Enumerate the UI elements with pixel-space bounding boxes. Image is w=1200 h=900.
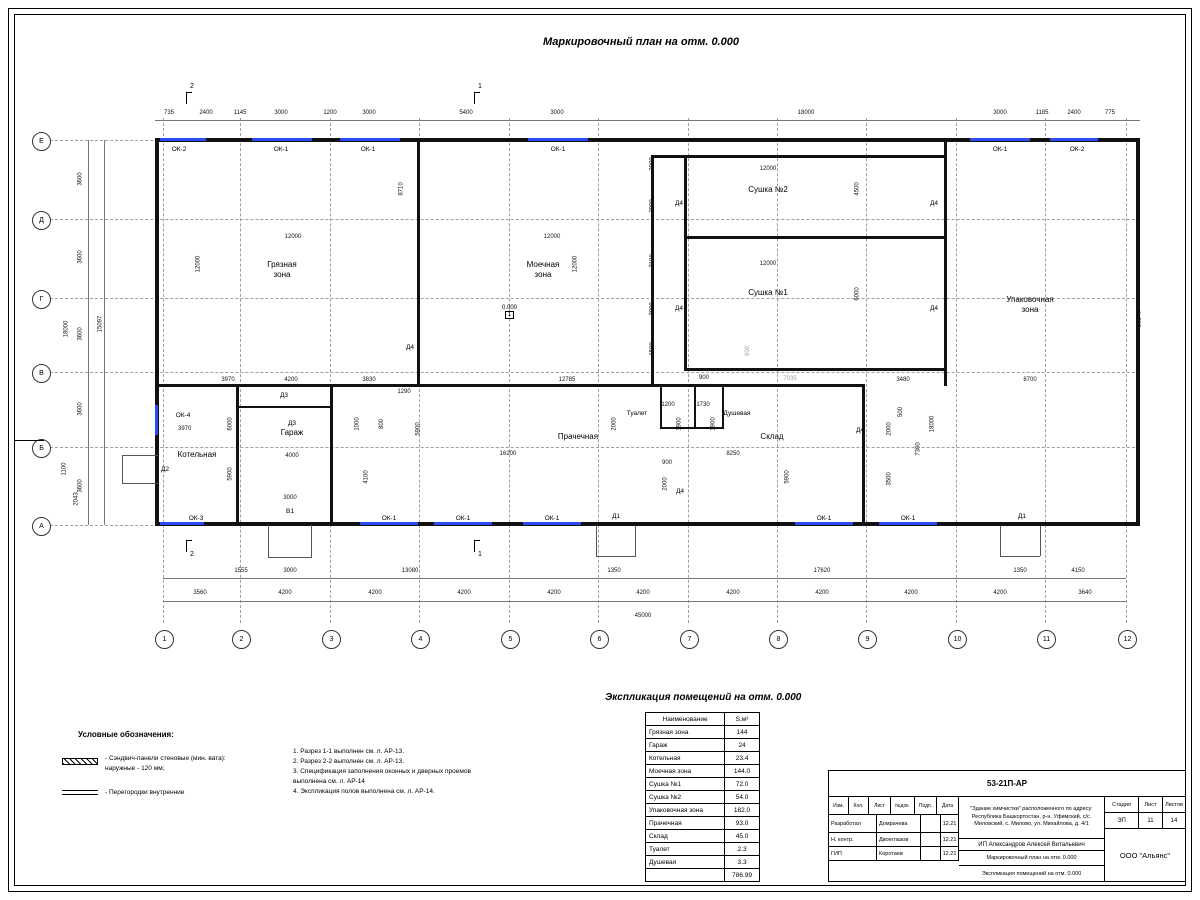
stage-value: ЭП: [1105, 813, 1139, 829]
stamp-role-2: ГИП: [829, 847, 877, 861]
company-name: ООО "Альянс": [1119, 850, 1171, 860]
note-2: 3. Спецификация заполнения оконных и дверных проемов выполнена см. л. АР-14: [293, 768, 471, 785]
room-label: Грязная зона: [267, 260, 297, 279]
lists-header: Листов: [1163, 797, 1185, 813]
stamp-role-0: Разработал: [829, 815, 877, 833]
table-row: Склад 45.0: [646, 830, 760, 843]
room-label: Сушка №2: [748, 185, 788, 194]
note-3: 4. Экспликация полов выполнена см. л. АР-14.: [293, 788, 435, 795]
table-row: Прачечная 93.0: [646, 817, 760, 830]
sheet-title-1: Экспликация помещений на отм. 0.000: [959, 866, 1105, 881]
stamp-col-izm: Изм.: [829, 797, 849, 815]
sheet-title-0: Маркировочный план на отм. 0.000: [959, 851, 1105, 866]
plan-title: Маркировочный план на отм. 0.000: [543, 36, 739, 48]
customer: ИП Александров Алексей Витальевич: [959, 839, 1105, 851]
object-description: "Здание химчистки" расположенного по адресу: Республика Башкортостан, р-н. Уфимский, с/с. Миловский, с. Милово, ул. Михайлова, д. 4/1: [959, 797, 1105, 839]
list-value: 11: [1139, 813, 1163, 829]
stamp-sign-0: [921, 815, 941, 833]
stamp-date-1: 12.21: [941, 833, 959, 847]
stamp-col-podp: Подп.: [915, 797, 937, 815]
stamp-col-ndok: №док.: [891, 797, 915, 815]
list-header: Лист: [1139, 797, 1163, 813]
legend-title: Условные обозначения:: [78, 730, 174, 739]
table-row: Душевая 3.3: [646, 856, 760, 869]
stamp-col-list: Лист: [869, 797, 891, 815]
elevation-tag: 1: [505, 311, 514, 319]
note-1: 2. Разрез 2-2 выполнен см. л. АР-13.: [293, 758, 405, 765]
room-label: Гараж: [280, 428, 304, 437]
partition-swatch: [62, 790, 98, 795]
legend-item-1: - Перегородки внутренние: [105, 789, 185, 796]
title-block: [828, 770, 1186, 882]
drawing-sheet: Маркировочный план на отм. 0.000 Грязная зона Моечная зона Сушка №2 Сушка №1 Упаковочная зона Котельная Гараж Прачечная Туалет Душевая Склад ОК-2 ОК-1 ОК-1 ОК-1 ОК-1 ОК-2 ОК-4 ОК-3 ОК-1 ОК-1 ОК-1 ОК-1 ОК-1 Д2 Д3 Д3 Д4 Д4 Д4 Д4 Д4 Д4 Д4 Д1 Д1 В1 0.000 1 2 1 2 1 1 2 3 4 5 6 7 8 9 10 11 12 Е Д Г В Б А 735 2400 1145 3000 1200 3000 5400 3000 18000 3000 1185 2400 775 1555 3000 13080 1350 17620 1350 4150 3560 4200 4200 4200 4200 4200 4200 4200 4200 4200 3640 45000 12000 12000 12000 12000 3970 4200 3830 1290 12785 900 3480 8700 4000 16200 8250 3000 900 1200 1730 7035 3600 3600 3600 3600 3600 18000 15097 1100 2043 8710 12000 12000 2000 2000 3100 2000 1600 4500 6000 18240 18000 7300 3500 500 2000 6000 5900 3970 1000 800 5900 4100 2000 1900 1900 5900 2000 900 Экспликация помещений на отм. 0.000 Наименование S,м² Грязная зона 144 Гараж 24 Котельная 23.4 Моечная зона 144.0 Сушка №1 72.0 Сушка №2 54.0 Упаковочная зона 182.0 Прачечная 93.0 Склад 45.0 Туалет 2.3 Душевая 3.3 786.99 Условные обозначения: - Сэндвич-панели стеновые (мин. вата): наружные - 120 мм; - Перегородки внутренние 1. Разрез 1-1 выполнен см. л. АР-13. 2. Разрез 2-2 выполнен см. л. АР-13. 3. Спецификация заполнения оконных и дверных проемов выполнена см. л. АР-14 4. Экспликация полов выполнена см. л. АР-14. 53-21П-АР Изм. Кол. Лист №док. Подп. Дата Разработал Домрачева 12.21 Н. контр. Двоеглазов 12.21 ГИП Коротаев 12.21 "Здание химчистки" расположенного по адресу: Республика Башкортостан, р-н. Уфимский, с/с. Миловский, с. Милово, ул. Михайлова, д. 4/1 ИП Александров Алексей Витальевич Маркировочный план на отм. 0.000 Экспликация помещений на отм. 0.000 Стадия Лист Листов ЭП 11 14 ООО "Альянс": [0, 0, 1200, 900]
stage-header: Стадия: [1105, 797, 1139, 813]
margin-divider: [14, 440, 44, 441]
stamp-sign-2: [921, 847, 941, 861]
table-row: Сушка №1 72.0: [646, 778, 760, 791]
stamp-name-0: Домрачева: [877, 815, 921, 833]
room-label: Туалет: [626, 409, 648, 417]
table-row: Грязная зона 144: [646, 726, 760, 739]
sandwich-panel-swatch: [62, 758, 98, 765]
table-row: Котельная 23.4: [646, 752, 760, 765]
table-row: 786.99: [646, 869, 760, 882]
table-row: Моечная зона 144.0: [646, 765, 760, 778]
note-0: 1. Разрез 1-1 выполнен см. л. АР-13.: [293, 748, 405, 755]
room-label: Душевая: [723, 409, 751, 417]
expl-header-name: Наименование: [646, 713, 725, 726]
stamp-date-2: 12.21: [941, 847, 959, 861]
lists-value: 14: [1163, 813, 1185, 829]
stamp-date-0: 12.21: [941, 815, 959, 833]
elevation-value: 0.000: [502, 305, 518, 311]
project-code: 53-21П-АР: [829, 771, 1185, 797]
stamp-sign-1: [921, 833, 941, 847]
table-row: Сушка №2 54.0: [646, 791, 760, 804]
room-label: Упаковочная зона: [1006, 295, 1054, 314]
explication-title: Экспликация помещений на отм. 0.000: [605, 692, 802, 703]
stamp-name-1: Двоеглазов: [877, 833, 921, 847]
room-label: Моечная зона: [526, 260, 560, 279]
elevation-mark: [502, 305, 517, 319]
stamp-col-kol: Кол.: [849, 797, 869, 815]
room-label: Склад: [760, 432, 784, 441]
stamp-col-data: Дата: [937, 797, 959, 815]
stamp-role-1: Н. контр.: [829, 833, 877, 847]
room-label: Сушка №1: [748, 288, 788, 297]
table-row: Туалет 2.3: [646, 843, 760, 856]
legend-item-0: - Сэндвич-панели стеновые (мин. вата): наружные - 120 мм;: [105, 755, 226, 772]
expl-header-area: S,м²: [725, 713, 760, 726]
room-label: Котельная: [177, 450, 217, 459]
room-label: Прачечная: [557, 432, 599, 441]
table-row: Гараж 24: [646, 739, 760, 752]
table-row: Упаковочная зона 182.0: [646, 804, 760, 817]
explication-table: [645, 712, 760, 882]
stamp-name-2: Коротаев: [877, 847, 921, 861]
